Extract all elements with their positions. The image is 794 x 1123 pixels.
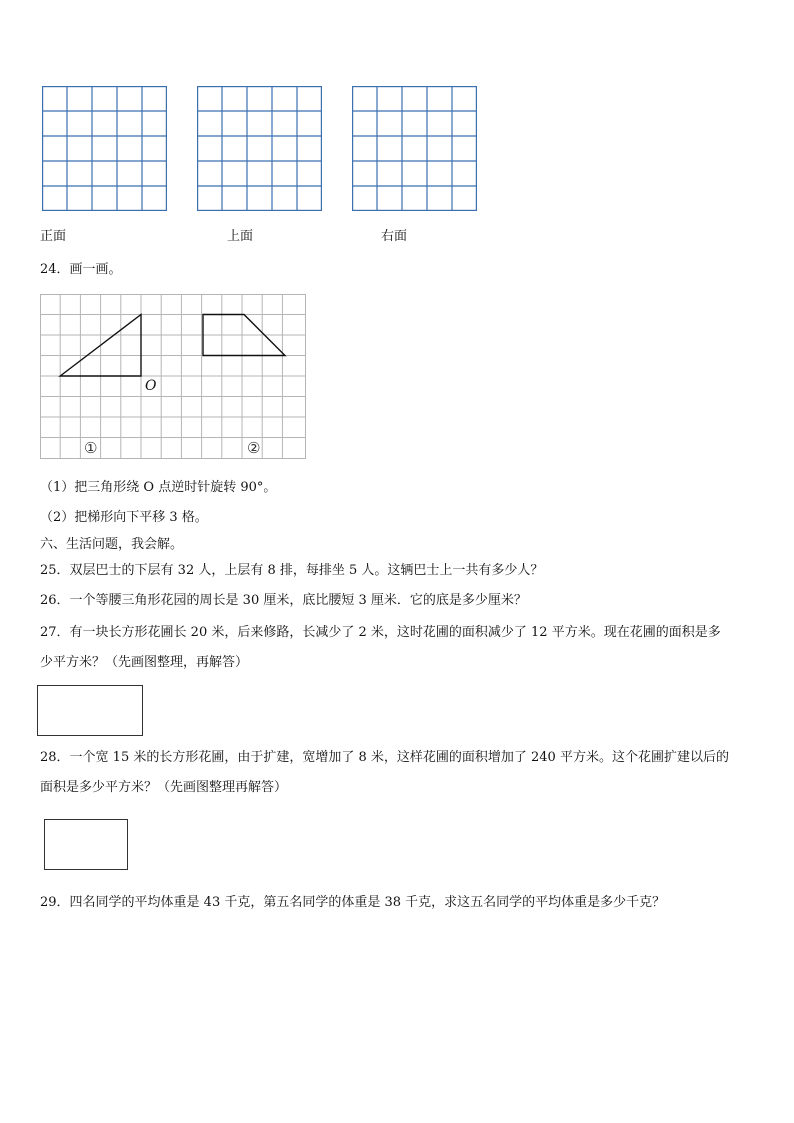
right-view-grid: [352, 86, 477, 211]
top-view-label: 上面: [227, 229, 254, 244]
q25-text: 25．双层巴士的下层有 32 人，上层有 8 排，每排坐 5 人。这辆巴士上一共有多少人？: [40, 563, 544, 578]
q27-line2: 少平方米？（先画图整理，再解答）: [40, 655, 249, 670]
q24-grid-figure: [40, 294, 306, 459]
q24-heading: 24．画一画。: [40, 262, 122, 277]
top-view-grid: [197, 86, 322, 211]
shape2-label: ②: [247, 439, 261, 457]
q27-drawing-box: [37, 685, 143, 736]
front-view-label: 正面: [40, 229, 67, 244]
section6-heading: 六、生活问题，我会解。: [40, 537, 184, 552]
q24-task2: （2）把梯形向下平移 3 格。: [40, 510, 208, 525]
point-o-label: O: [145, 378, 157, 394]
front-view-grid: [42, 86, 167, 211]
right-view-label: 右面: [381, 229, 408, 244]
q28-drawing-box: [44, 819, 128, 870]
q29-text: 29．四名同学的平均体重是 43 千克，第五名同学的体重是 38 千克，求这五名同学的平均体重是多少千克？: [40, 895, 666, 910]
q28-line2: 面积是多少平方米？（先画图整理再解答）: [40, 780, 288, 795]
q26-text: 26．一个等腰三角形花园的周长是 30 厘米，底比腰短 3 厘米．它的底是多少厘米？: [40, 593, 527, 608]
q24-task1: （1）把三角形绕 O 点逆时针旋转 90°。: [40, 480, 277, 495]
q28-line1: 28．一个宽 15 米的长方形花圃，由于扩建，宽增加了 8 米，这样花圃的面积增加了 240 平方米。这个花圃扩建以后的: [40, 750, 729, 765]
shape1-label: ①: [84, 439, 98, 457]
q27-line1: 27．有一块长方形花圃长 20 米，后来修路，长减少了 2 米，这时花圃的面积减少了 12 平方米。现在花圃的面积是多: [40, 625, 721, 640]
